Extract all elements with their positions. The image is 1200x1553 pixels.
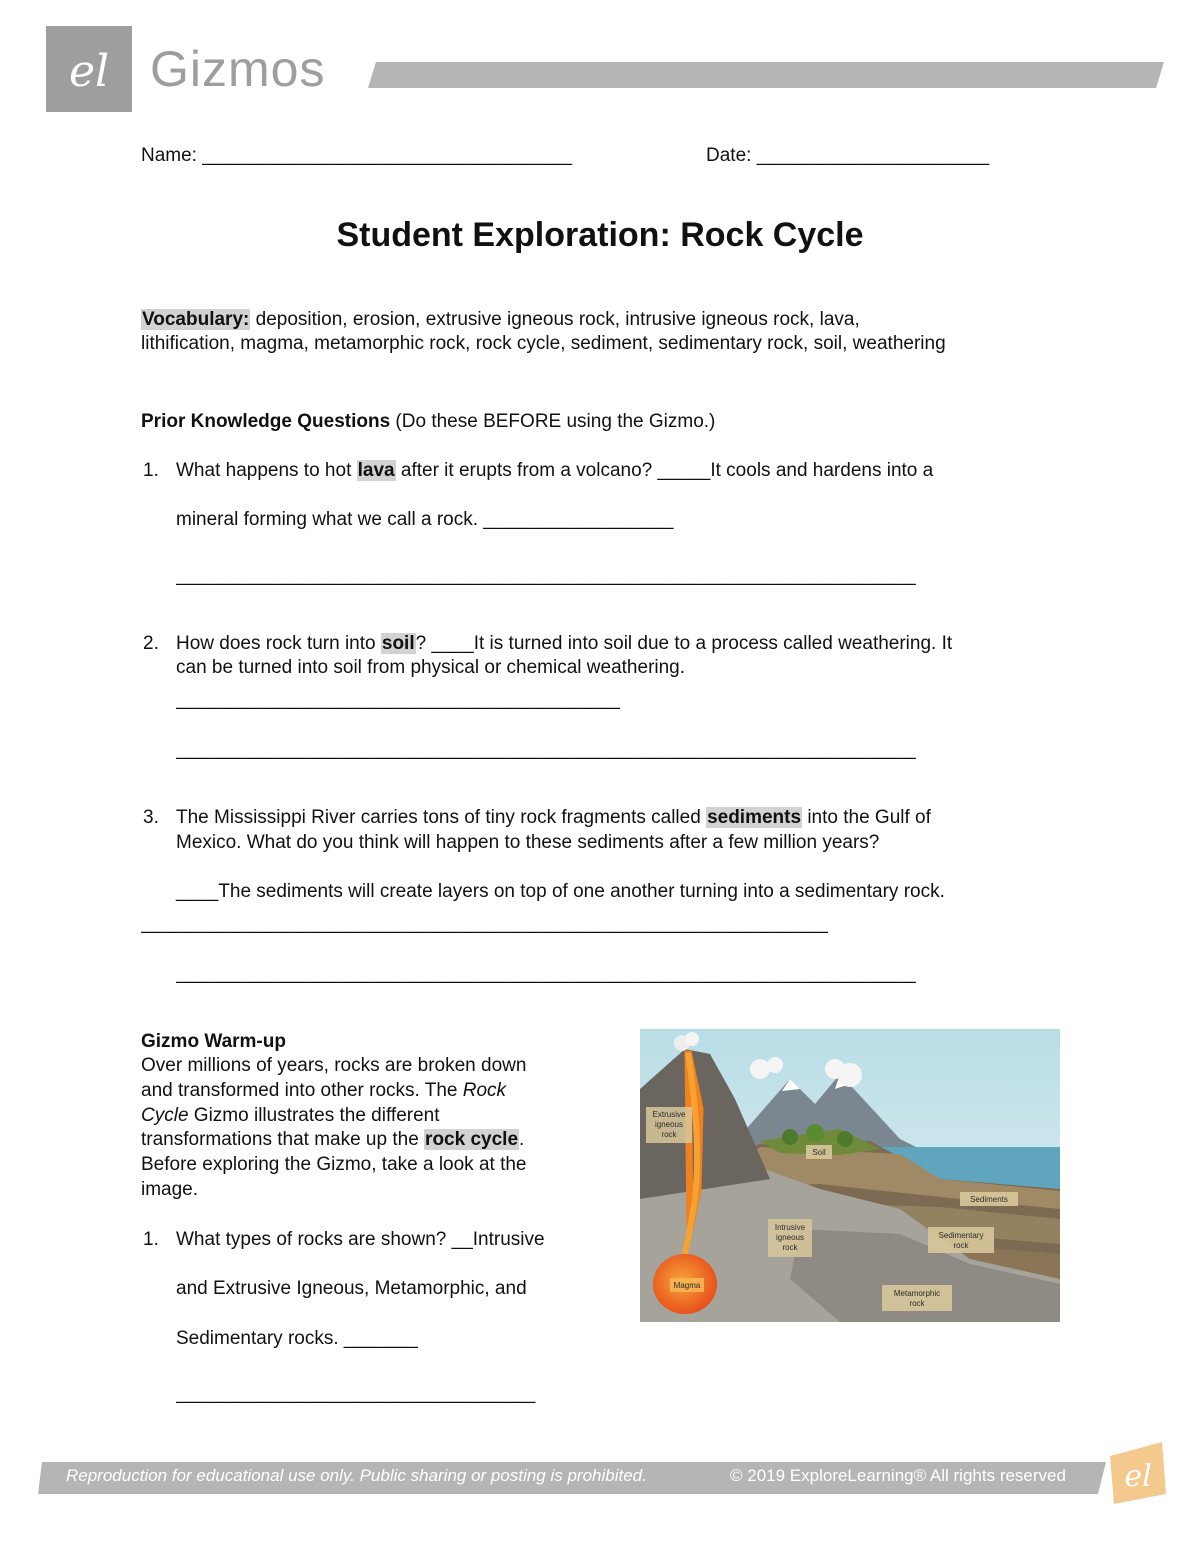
term-rock-cycle: rock cycle [425,1129,519,1150]
label-sedimentary-2: rock [953,1241,969,1250]
brand-logo-mark [46,26,132,112]
warmup-text-6: image. [141,1179,199,1200]
question-1-answer-line-2: mineral forming what we call a rock. __________________ [176,509,674,530]
label-metamorphic-2: rock [909,1299,925,1308]
question-2-text [176,632,952,656]
date-field [706,144,989,168]
warmup-text-3 [141,1104,440,1128]
label-intrusive-3: rock [782,1243,798,1252]
name-field [141,144,572,168]
warmup-text-4-pre: transformations that make up the [141,1129,425,1150]
q3-pre: The Mississippi River carries tons of tiny rock fragments called [176,807,707,828]
corner-logo-mark: el [1124,1459,1152,1494]
q3-post: into the Gulf of [802,807,931,828]
date-label: Date: [706,145,752,166]
q1-post: after it erupts from a volcano? _____It cools and hardens into a [395,460,934,481]
q2-post: ? ____It is turned into soil due to a process called weathering. It [415,633,953,654]
label-extrusive-1: Extrusive [652,1110,686,1119]
vocabulary-text-1: deposition, erosion, extrusive igneous rock, intrusive igneous rock, lava, [250,309,860,330]
warmup-question-1-line-2: and Extrusive Igneous, Metamorphic, and [176,1278,527,1299]
label-extrusive-3: rock [661,1130,677,1139]
warmup-text-4 [141,1128,524,1152]
warmup-question-1-line-3: Sedimentary rocks. _______ [176,1328,418,1349]
warmup-text-3-post: Gizmo illustrates the different [188,1105,440,1126]
term-soil: soil [381,633,415,654]
question-1-blank-line: ______________________________________________________________________ [176,565,916,586]
prior-heading-bold: Prior Knowledge Questions [141,411,391,432]
footer-copyright: © 2019 ExploreLearning® All rights reserved [730,1466,1066,1485]
date-blank: ______________________ [756,145,990,166]
question-1-number: 1. [143,460,159,481]
question-3-text-line-2: Mexico. What do you think will happen to these sediments after a few million years? [176,832,880,853]
warmup-text-5: Before exploring the Gizmo, take a look at the [141,1154,527,1175]
question-1-text [176,459,933,483]
name-blank: ___________________________________ [202,145,573,166]
prior-knowledge-heading [141,410,715,434]
label-sedimentary-1: Sedimentary [938,1231,984,1240]
warmup-heading: Gizmo Warm-up [141,1031,286,1052]
label-intrusive-1: Intrusive [774,1223,806,1232]
question-3-blank-short: _________________________________________________________________ [141,913,828,934]
warmup-text-1: Over millions of years, rocks are broken down [141,1055,527,1076]
brand-name: Gizmos [150,41,326,97]
warmup-text-3-italic: Cycle [141,1105,189,1126]
q2-pre: How does rock turn into [176,633,381,654]
rock-cycle-illustration [640,1029,1060,1322]
logo-mark-text: el [68,46,110,97]
question-2-number: 2. [143,633,159,654]
warmup-question-1-blank-line: __________________________________ [176,1383,536,1404]
q1-pre: What happens to hot [176,460,357,481]
warmup-text-2 [141,1079,506,1103]
question-2-blank-short: __________________________________________ [176,689,620,710]
warmup-question-1-text: What types of rocks are shown? __Intrusive [176,1229,545,1250]
vocabulary-line-2: lithification, magma, metamorphic rock, rock cycle, sediment, sedimentary rock, soil, weathering [141,333,946,354]
term-lava: lava [357,460,395,481]
question-3-answer: ____The sediments will create layers on top of one another turning into a sedimentary rock. [176,881,945,902]
label-extrusive-2: igneous [654,1120,684,1129]
warmup-text-4-post: . [519,1129,525,1150]
warmup-question-1-number: 1. [143,1229,159,1250]
footer-disclaimer: Reproduction for educational use only. Public sharing or posting is prohibited. [66,1466,647,1485]
page-title: Student Exploration: Rock Cycle [336,216,864,254]
label-metamorphic-1: Metamorphic [893,1289,941,1298]
warmup-text-2-pre: and transformed into other rocks. The [141,1080,463,1101]
label-magma: Magma [673,1281,701,1290]
question-3-blank-line: ______________________________________________________________________ [176,963,916,984]
header-bar [368,62,1164,88]
question-2-answer-line-2: can be turned into soil from physical or chemical weathering. [176,657,686,678]
name-label: Name: [141,145,197,166]
label-soil: Soil [812,1148,826,1157]
prior-heading-note: (Do these BEFORE using the Gizmo.) [390,411,716,432]
question-2-blank-line: ______________________________________________________________________ [176,739,916,760]
label-sediments: Sediments [970,1195,1008,1204]
label-intrusive-2: igneous [775,1233,805,1242]
vocabulary-label: Vocabulary: [142,309,250,330]
explorelearning-corner-logo [1104,1438,1170,1508]
question-3-number: 3. [143,807,159,828]
term-sediments: sediments [707,807,802,828]
vocabulary-line-1 [141,308,860,332]
question-3-text [176,806,931,830]
warmup-text-2-italic: Rock [462,1080,507,1101]
